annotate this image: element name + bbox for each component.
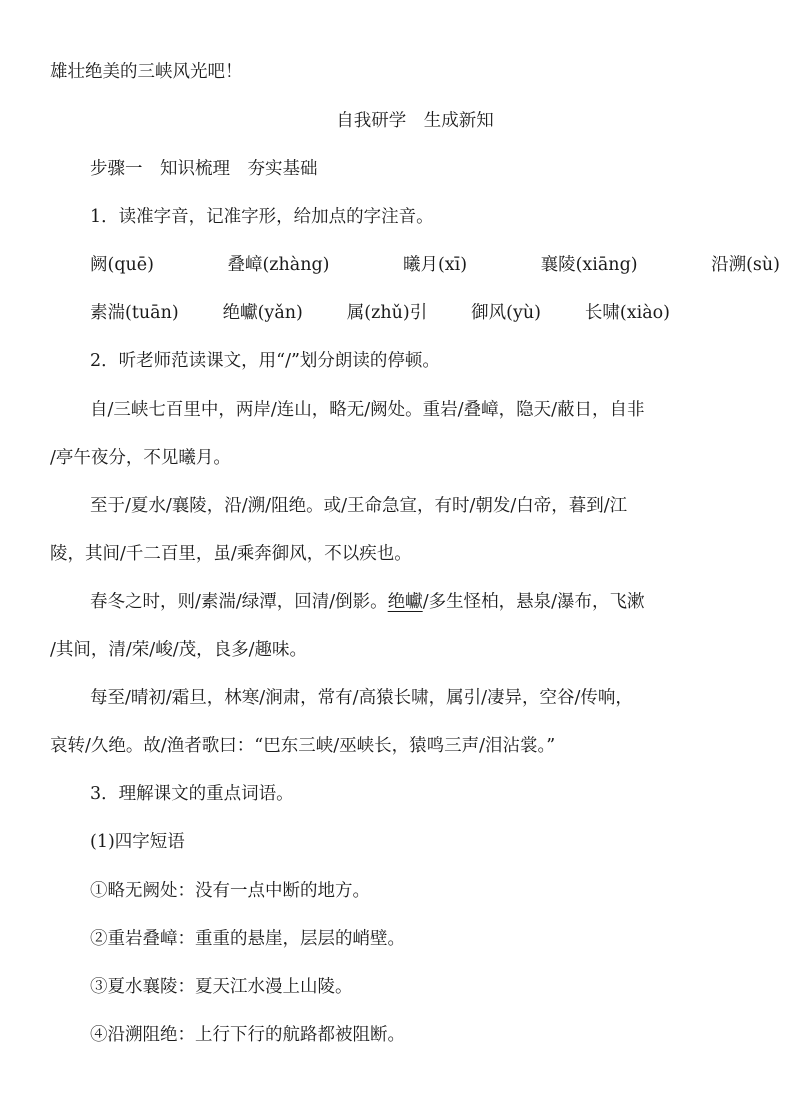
intro-line: 雄壮绝美的三峡风光吧！ [50, 62, 243, 82]
paragraph-3-line-2: /其间，清/荣/峻/茂，良多/趣味。 [50, 640, 307, 660]
pinyin-row-1 [90, 253, 780, 277]
section-title: 自我研学 生成新知 [336, 111, 494, 131]
pinyin-item: 长啸(xiào) [584, 303, 670, 323]
paragraph-3-text-b: /多生怪柏，悬泉/瀑布，飞漱 [422, 592, 645, 612]
paragraph-4-line-1: 每至/晴初/霜旦，林寒/涧肃，常有/高猿长啸，属引/凄异，空谷/传响， [90, 688, 633, 708]
question-3-title: 3．理解课文的重点词语。 [90, 784, 294, 804]
paragraph-3-line-1 [90, 590, 644, 614]
paragraph-2-line-1: 至于/夏水/襄陵，沿/溯/阻绝。或/王命急宣，有时/朝发/白帝，暮到/江 [90, 496, 628, 516]
underlined-word: 绝巘 [387, 592, 423, 612]
pinyin-item: 沿溯(sù) [711, 255, 780, 275]
paragraph-2-line-2: 陵，其间/千二百里，虽/乘奔御风，不以疾也。 [50, 544, 412, 564]
vocab-item: ②重岩叠嶂：重重的悬崖，层层的峭壁。 [90, 929, 405, 949]
pinyin-item: 绝巘(yǎn) [222, 303, 303, 323]
question-2-title: 2．听老师范读课文，用“/”划分朗读的停顿。 [90, 351, 440, 371]
paragraph-1-line-2: /亭午夜分，不见曦月。 [50, 448, 231, 468]
step-heading: 步骤一 知识梳理 夯实基础 [90, 159, 318, 179]
pinyin-item: 叠嶂(zhàng) [227, 255, 330, 275]
vocab-item: ③夏水襄陵：夏天江水漫上山陵。 [90, 977, 353, 997]
pinyin-item: 属(zhǔ)引 [346, 303, 428, 323]
pinyin-item: 襄陵(xiāng) [540, 255, 638, 275]
paragraph-4-line-2: 哀转/久绝。故/渔者歌曰：“巴东三峡/巫峡长，猿鸣三声/泪沾裳。” [50, 736, 556, 756]
pinyin-item: 御风(yù) [471, 303, 541, 323]
paragraph-1-line-1: 自/三峡七百里中，两岸/连山，略无/阙处。重岩/叠嶂，隐天/蔽日，自非 [90, 400, 645, 420]
paragraph-3-text-a: 春冬之时，则/素湍/绿潭，回清/倒影。 [90, 592, 388, 612]
vocab-item: ④沿溯阻绝：上行下行的航路都被阻断。 [90, 1025, 405, 1045]
pinyin-row-2 [90, 301, 670, 325]
vocab-item: ①略无阙处：没有一点中断的地方。 [90, 881, 370, 901]
pinyin-item: 素湍(tuān) [90, 303, 179, 323]
sub-heading: (1)四字短语 [90, 832, 185, 852]
pinyin-item: 阙(quē) [90, 255, 154, 275]
pinyin-item: 曦月(xī) [402, 255, 468, 275]
question-1-title: 1．读准字音，记准字形，给加点的字注音。 [90, 207, 434, 227]
